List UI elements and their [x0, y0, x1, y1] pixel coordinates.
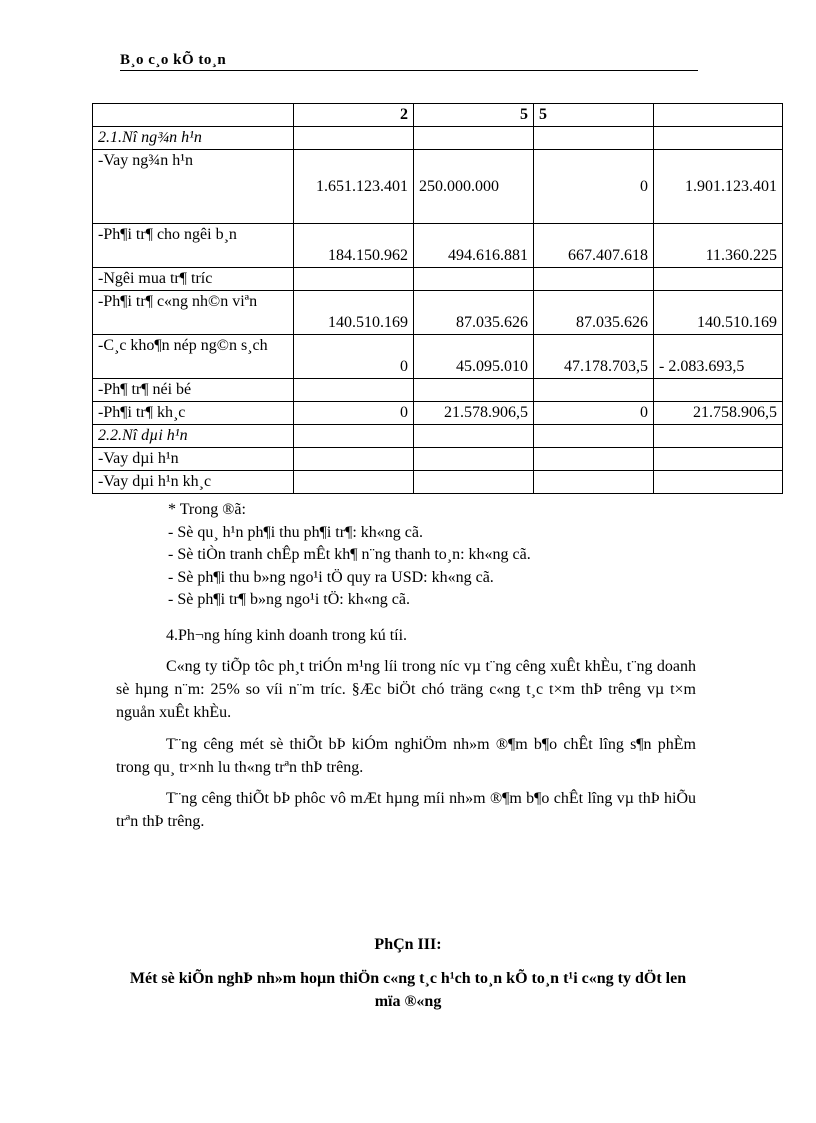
- table-cell: [414, 127, 534, 150]
- note-item: - Sè ph¶i thu b»ng ngo¹i tÖ quy ra USD: kh«ng cã.: [168, 568, 494, 586]
- table-cell: [654, 379, 783, 402]
- table-cell: 184.150.962: [294, 224, 414, 268]
- table-cell: 1.901.123.401: [654, 150, 783, 224]
- table-row: [93, 471, 783, 494]
- table-cell: 11.360.225: [654, 224, 783, 268]
- row-label: 2.2.Nî dµi h¹n: [93, 425, 294, 448]
- table-cell: 45.095.010: [414, 335, 534, 379]
- table-cell: [534, 268, 654, 291]
- table-cell: [294, 448, 414, 471]
- row-label: 2.1.Nî ng¾n h¹n: [93, 127, 294, 150]
- header-cell: 2: [294, 104, 414, 127]
- table-cell: 0: [294, 335, 414, 379]
- note-item: - Sè qu¸ h¹n ph¶i thu ph¶i tr¶: kh«ng cã.: [168, 523, 423, 541]
- row-label: -Ngêi mua tr¶ tríc: [93, 268, 294, 291]
- table-cell: 87.035.626: [534, 291, 654, 335]
- table-cell: [654, 448, 783, 471]
- table-cell: 667.407.618: [534, 224, 654, 268]
- table-cell: 140.510.169: [294, 291, 414, 335]
- table-cell: [654, 268, 783, 291]
- table-row: [93, 291, 783, 335]
- row-label: -Vay dµi h¹n kh¸c: [93, 471, 294, 494]
- row-label: -Ph¶ tr¶ néi bé: [93, 379, 294, 402]
- table-cell: [534, 127, 654, 150]
- header-cell: 5: [534, 104, 654, 127]
- subheading: 4.Ph¬ng híng kinh doanh trong kú tíi.: [166, 627, 408, 644]
- paragraph: [116, 733, 696, 779]
- row-label: -Ph¶i tr¶ cho ngêi b¸n: [93, 224, 294, 268]
- table-cell: [414, 448, 534, 471]
- row-label: -Ph¶i tr¶ kh¸c: [93, 402, 294, 425]
- liabilities-table: [92, 103, 783, 494]
- paragraph: [116, 787, 696, 833]
- table-cell: [414, 379, 534, 402]
- part-heading: PhÇn III:: [374, 936, 442, 953]
- row-label: -Ph¶i tr¶ c«ng nh©n viªn: [93, 291, 294, 335]
- paragraph-text: C«ng ty tiÕp tôc ph¸t triÓn m¹ng líi trong níc vµ t¨ng cêng xuÊt khÈu, t¨ng doanh sè hµng n¨m: 25% so víi n¨m tríc. §Æc biÖt chó träng c«ng t¸c t×m thÞ trêng vµ t×m nguån xuÊt khÈu.: [116, 658, 696, 721]
- page-header: B¸o c¸o kÕ to¸n: [120, 52, 698, 71]
- table-cell: 21.578.906,5: [414, 402, 534, 425]
- table-cell: 0: [534, 402, 654, 425]
- table-row: [93, 335, 783, 379]
- table-cell: [294, 379, 414, 402]
- row-label: -C¸c kho¶n nép ng©n s¸ch: [93, 335, 294, 379]
- table-cell: [294, 268, 414, 291]
- note-item: * Trong ®ã:: [168, 501, 246, 518]
- table-row: [93, 150, 783, 224]
- table-cell: [414, 425, 534, 448]
- header-cell: 5: [414, 104, 534, 127]
- row-label: -Vay ng¾n h¹n: [93, 150, 294, 224]
- notes-list: [168, 499, 531, 612]
- note-item: - Sè ph¶i tr¶ b»ng ngo¹i tÖ: kh«ng cã.: [168, 591, 410, 608]
- table-cell: [654, 127, 783, 150]
- table-cell: [414, 471, 534, 494]
- paragraph-text: T¨ng cêng mét sè thiÕt bÞ kiÓm nghiÖm nh»m ®¶m b¶o chÊt lîng s¶n phÈm trong qu¸ tr×nh lu th«ng trªn thÞ trêng.: [116, 736, 696, 776]
- table-cell: [294, 127, 414, 150]
- table-cell: 140.510.169: [654, 291, 783, 335]
- table-row: [93, 268, 783, 291]
- table-cell: [534, 379, 654, 402]
- table-row: [93, 379, 783, 402]
- table-cell: [534, 448, 654, 471]
- table-cell: 0: [294, 402, 414, 425]
- table-cell: - 2.083.693,5: [654, 335, 783, 379]
- table-cell: 87.035.626: [414, 291, 534, 335]
- table-row: [93, 425, 783, 448]
- table-row: [93, 448, 783, 471]
- table-cell: 1.651.123.401: [294, 150, 414, 224]
- table-row: [93, 402, 783, 425]
- table-cell: [294, 425, 414, 448]
- table-cell: 47.178.703,5: [534, 335, 654, 379]
- paragraph: [116, 655, 696, 724]
- table-header-row: [93, 104, 783, 127]
- table-cell: [414, 268, 534, 291]
- header-cell: [93, 104, 294, 127]
- table-cell: [654, 425, 783, 448]
- table-cell: [534, 471, 654, 494]
- table-row: [93, 224, 783, 268]
- table-cell: 21.758.906,5: [654, 402, 783, 425]
- paragraph: [116, 624, 696, 647]
- table-cell: 250.000.000: [414, 150, 534, 224]
- header-cell: [654, 104, 783, 127]
- note-item: - Sè tiÒn tranh chÊp mÊt kh¶ n¨ng thanh to¸n: kh«ng cã.: [168, 546, 531, 563]
- paragraph-text: T¨ng cêng thiÕt bÞ phôc vô mÆt hµng míi nh»m ®¶m b¶o chÊt lîng vµ thÞ hiÕu trªn thÞ trêng.: [116, 790, 696, 830]
- table-cell: [654, 471, 783, 494]
- table-cell: [294, 471, 414, 494]
- row-label: -Vay dµi h¹n: [93, 448, 294, 471]
- table-cell: 494.616.881: [414, 224, 534, 268]
- table-row: [93, 127, 783, 150]
- table-cell: 0: [534, 150, 654, 224]
- table-cell: [534, 425, 654, 448]
- part-title: Mét sè kiÕn nghÞ nh»m hoµn thiÖn c«ng t¸c h¹ch to¸n kÕ to¸n t¹i c«ng ty dÖt len mïa ®«ng: [129, 970, 687, 1010]
